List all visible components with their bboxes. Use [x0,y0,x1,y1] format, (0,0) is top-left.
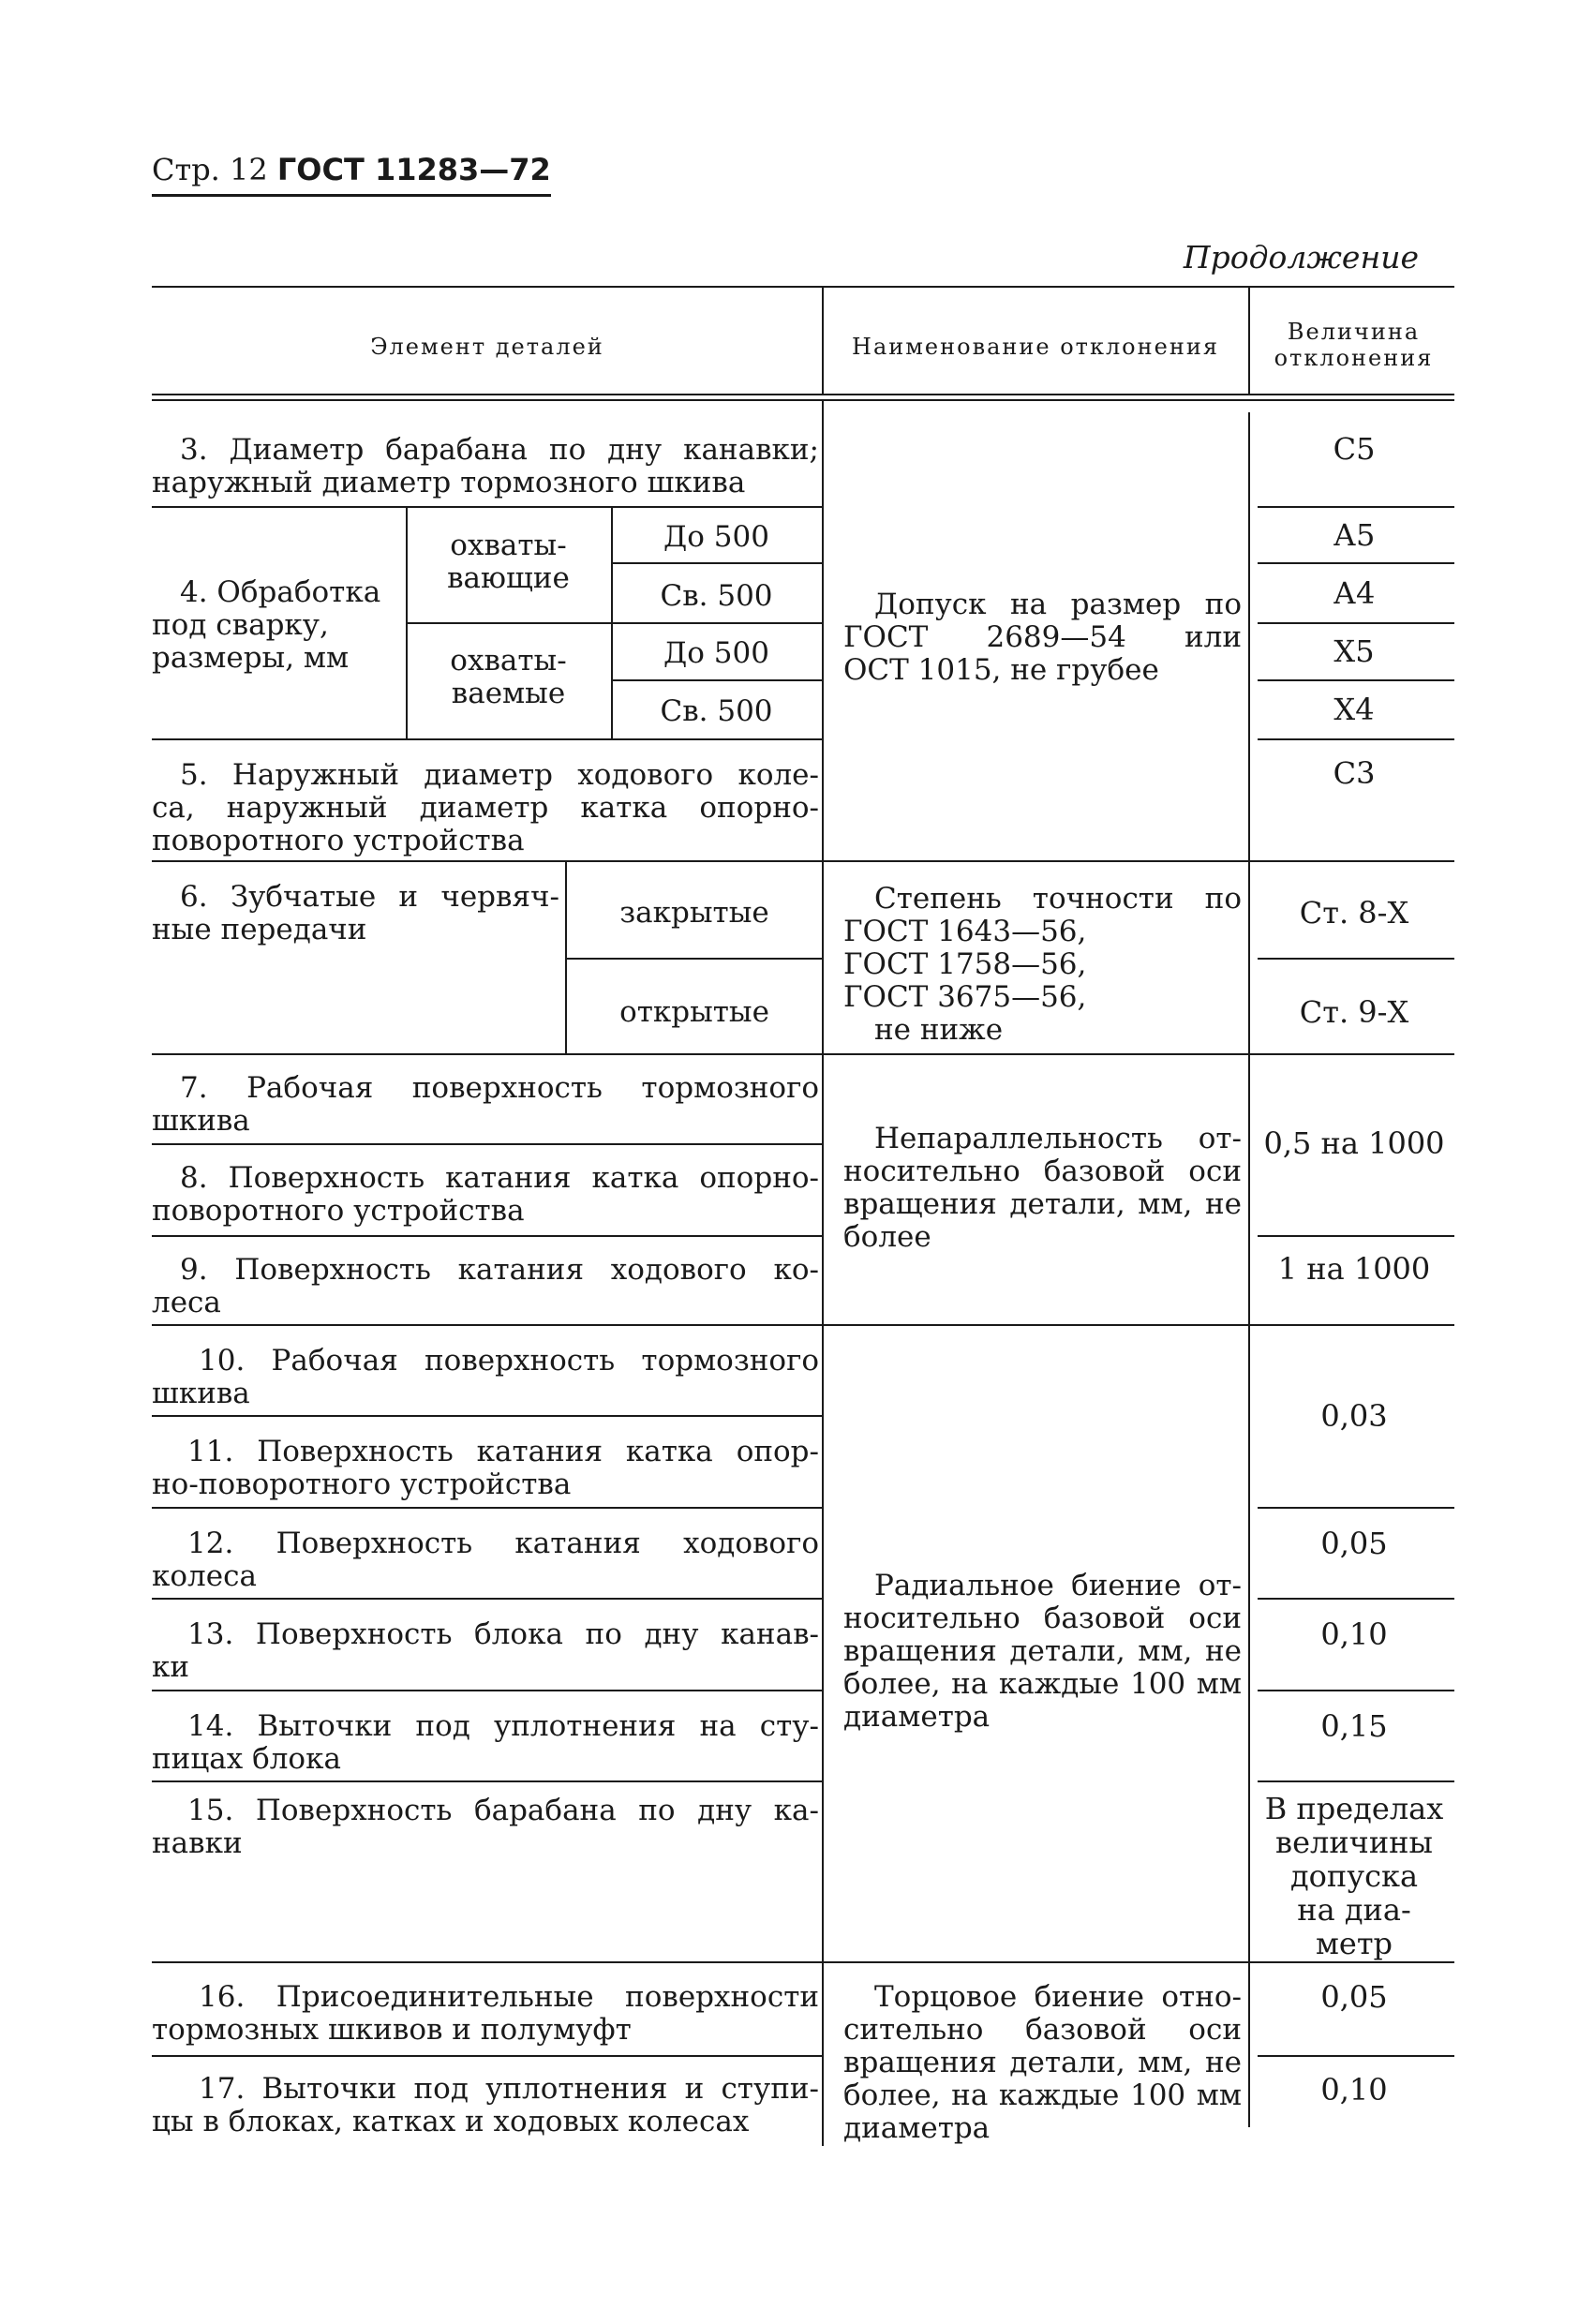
header-deviation: Наименование отклонения [852,334,1219,360]
continuation-label: Продолжение [1183,239,1419,276]
standard-number: ГОСТ 11283—72 [276,152,551,187]
page-number: Стр. 12 [152,152,268,187]
header-element: Элемент деталей [370,334,604,360]
header-value: Величина отклонения [1274,319,1434,371]
page-header [152,152,551,187]
header-underline [152,194,551,197]
